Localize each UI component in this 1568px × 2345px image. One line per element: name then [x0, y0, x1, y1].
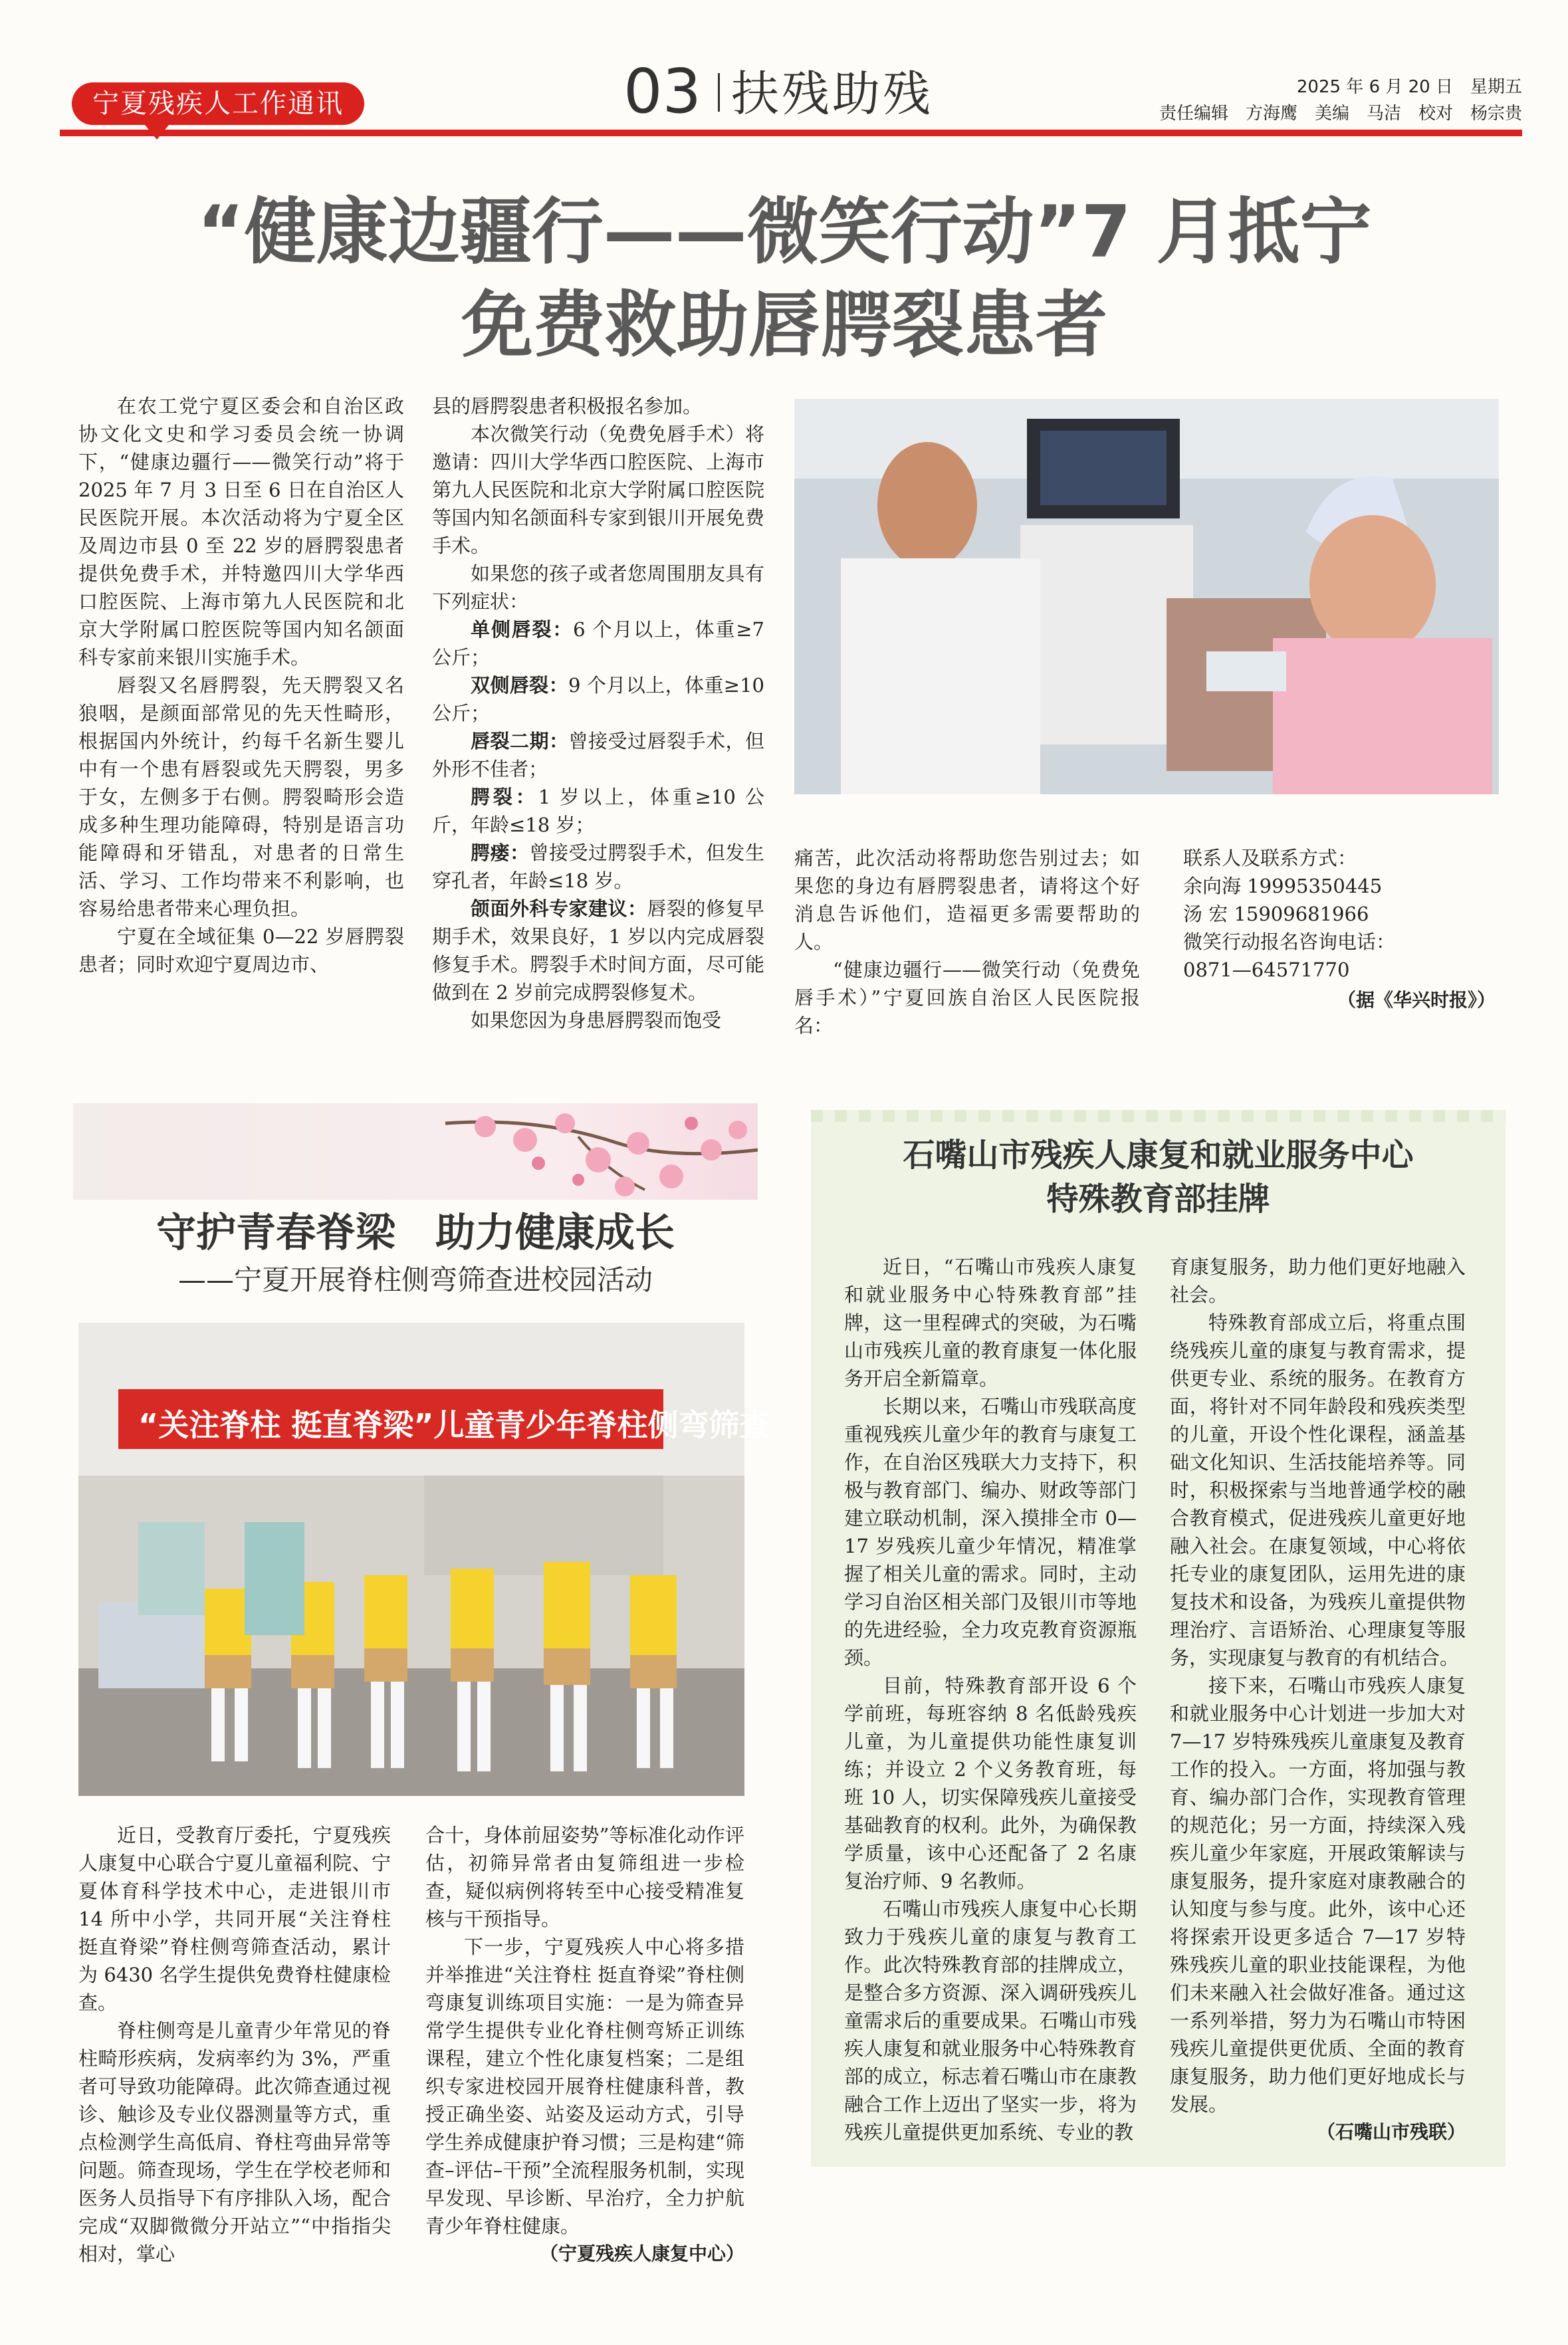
article1-column-1	[78, 392, 404, 978]
contact-line: 余向海 19995350445	[1183, 875, 1383, 897]
article1-paragraph: 痛苦，此次活动将帮助您告别过去；如果您的身边有唇腭裂患者，请将这个好消息告诉他们，造福更多需要帮助的人。	[794, 847, 1140, 953]
masthead-badge: 宁夏残疾人工作通讯	[72, 82, 364, 125]
article3-paragraph: 长期以来，石嘴山市残联高度重视残疾儿童少年的教育与康复工作，在自治区残联大力支持下，积极与教育部门、编办、财政等部门建立联动机制，深入摸排全市 0—17 岁残疾儿童少年情况，精准掌握了相关儿童的需求。同时，主动学习自治区相关部门及银川市等地的先进经验，全力攻克教育资源瓶颈。	[844, 1395, 1137, 1669]
article1-paragraph: 宁夏在全域征集 0—22 岁唇腭裂患者；同时欢迎宁夏周边市、	[78, 925, 404, 976]
article1-paragraph: 县的唇腭裂患者积极报名参加。	[432, 395, 703, 417]
issue-date: 2025 年 6 月 20 日 星期五	[1296, 77, 1522, 97]
article2-source: （宁夏残疾人康复中心）	[539, 2243, 744, 2265]
header-divider	[718, 73, 720, 112]
article2-column-1	[78, 1821, 391, 2268]
page-number: 03	[623, 56, 702, 127]
contact-title: 联系人及联系方式：	[1183, 847, 1357, 869]
header-rule	[60, 130, 1522, 136]
article1-paragraph: “健康边疆行——微笑行动（免费免唇手术）”宁夏回族自治区人民医院报名：	[794, 958, 1140, 1037]
editors-credit: 责任编辑 方海鹰 美编 马洁 校对 杨宗贵	[1159, 104, 1522, 124]
condition-item: 双侧唇裂：9 个月以上，体重≥10 公斤；	[432, 674, 764, 725]
article2-photo	[78, 1323, 770, 1796]
article3-column-1	[844, 1253, 1137, 2146]
article3-paragraph: 育康复服务，助力他们更好地融入社会。	[1170, 1256, 1466, 1306]
article3-title-line2: 特殊教育部挂牌	[1046, 1180, 1270, 1218]
article1-paragraph: 在农工党宁夏区委会和自治区政协文化文史和学习委员会统一协调下，“健康边疆行——微笑行动”将于 2025 年 7 月 3 日至 6 日在自治区人民医院开展。本次活动将为宁夏全区及周边市县 0 至 22 岁的唇腭裂患者提供免费手术，并特邀四川大学华西口腔医院、上海市第九人民医院和北京大学附属口腔医院等国内知名颌面科专家前来银川实施手术。	[78, 395, 404, 669]
article1-photo	[794, 399, 1499, 794]
article2-paragraph: 合十，身体前屈姿势”等标准化动作评估，初筛异常者由复筛组进一步检查，疑似病例将转至中心接受精准复核与干预指导。	[425, 1824, 744, 1930]
article1-title-line2: 免费救助唇腭裂患者	[461, 284, 1107, 367]
contact-line: 0871—64571770	[1183, 958, 1350, 981]
condition-item: 腭裂：1 岁以上，体重≥10 公斤，年龄≤18 岁；	[432, 786, 764, 836]
article3-column-2	[1170, 1253, 1466, 2146]
article2-subtitle: ——宁夏开展脊柱侧弯筛查进校园活动	[177, 1264, 653, 1296]
article3-paragraph: 特殊教育部成立后，将重点围绕残疾儿童的康复与教育需求，提供更专业、系统的服务。在教育方面，将针对不同年龄段和残疾类型的儿童，开设个性化课程，涵盖基础文化知识、生活技能培养等。同时，积极探索与当地普通学校的融合教育模式，促进残疾儿童更好地融入社会。在康复领域，中心将依托专业的康复团队，运用先进的康复技术和设备，为残疾儿童提供物理治疗、言语矫治、心理康复等服务，实现康复与教育的有机结合。	[1170, 1311, 1466, 1669]
article2-column-2	[425, 1821, 744, 2268]
article2-paragraph: 近日，受教育厅委托，宁夏残疾人康复中心联合宁夏儿童福利院、宁夏体育科学技术中心，走进银川市 14 所中小学，共同开展“关注脊柱 挺直脊梁”脊柱侧弯筛查活动，累计为 6430 名学生提供免费脊柱健康检查。	[78, 1824, 391, 2014]
article3-paragraph: 近日，“石嘴山市残疾人康复和就业服务中心特殊教育部”挂牌，这一里程碑式的突破，为石嘴山市残疾儿童的教育康复一体化服务开启全新篇章。	[844, 1256, 1137, 1390]
article2-paragraph: 脊柱侧弯是儿童青少年常见的脊柱畸形疾病，发病率约为 3%，严重者可导致功能障碍。此次筛查通过视诊、触诊及专业仪器测量等方式，重点检测学生高低肩、脊柱弯曲异常等问题。筛查现场，学生在学校老师和医务人员指导下有序排队入场，配合完成“双脚微微分开站立”“中指指尖相对，掌心	[78, 2019, 391, 2265]
article1-headline	[66, 186, 1502, 372]
condition-item: 腭瘘：曾接受过腭裂手术，但发生穿孔者，年龄≤18 岁。	[432, 841, 764, 892]
article3-headline	[811, 1133, 1506, 1221]
contact-line: 微笑行动报名咨询电话：	[1183, 931, 1396, 953]
article1-source: （据《华兴时报》）	[1337, 989, 1496, 1011]
condition-item: 单侧唇裂：6 个月以上，体重≥7 公斤；	[432, 618, 764, 669]
article1-paragraph: 本次微笑行动（免费免唇手术）将邀请：四川大学华西口腔医院、上海市第九人民医院和北京大学附属口腔医院等国内知名颌面科专家到银川开展免费手术。	[432, 423, 764, 557]
article1-contacts	[1183, 844, 1496, 1014]
article3-source: （石嘴山市残联）	[1316, 2121, 1466, 2143]
article1-column-2	[432, 392, 764, 1034]
article3-paragraph: 目前，特殊教育部开设 6 个学前班，每班容纳 8 名低龄残疾儿童，为儿童提供功能性康复训练；并设立 2 个义务教育班，每班 10 人，切实保障残疾儿童接受基础教育的权利。此外，为确保教学质量，该中心还配备了 2 名康复治疗师、9 名教师。	[844, 1674, 1137, 1892]
condition-item: 颌面外科专家建议：唇裂的修复早期手术，效果良好，1 岁以内完成唇裂修复手术。腭裂手术时间方面，尽可能做到在 2 岁前完成腭裂修复术。	[432, 897, 764, 1004]
blossom-decoration	[73, 1103, 758, 1200]
condition-item: 唇裂二期：曾接受过唇裂手术，但外形不佳者；	[432, 730, 764, 780]
contact-line: 汤 宏 15909681966	[1183, 903, 1369, 925]
article1-column-3	[794, 844, 1140, 1040]
article3-paragraph: 石嘴山市残疾人康复中心长期致力于残疾儿童的康复与教育工作。此次特殊教育部的挂牌成立，是整合多方资源、深入调研残疾儿童需求后的重要成果。石嘴山市残疾人康复和就业服务中心特殊教育部的成立，标志着石嘴山市在康教融合工作上迈出了坚实一步，将为残疾儿童提供更加系统、专业的教	[844, 1898, 1137, 2144]
article1-title-line1: “健康边疆行——微笑行动”7 月抵宁	[197, 191, 1372, 274]
article2-title: 守护青春脊梁 助力健康成长	[156, 1210, 675, 1256]
photo-banner-text: “关注脊柱 挺直脊梁”儿童青少年脊柱侧弯筛查	[138, 1407, 770, 1443]
article3-paragraph: 接下来，石嘴山市残疾人康复和就业服务中心计划进一步加大对 7—17 岁特殊残疾儿童康复及教育工作的投入。一方面，将加强与教育、编办部门合作，实现教育管理的规范化；另一方面，持续深入残疾儿童少年家庭，开展政策解读与康复服务，提升家庭对康教融合的认知度与参与度。此外，该中心还将探索开设更多适合 7—17 岁特殊残疾儿童的职业技能课程，为他们未来融入社会做好准备。通过这一系列举措，努力为石嘴山市特困残疾儿童提供更优质、全面的教育康复服务，助力他们更好地成长与发展。	[1170, 1674, 1466, 2116]
article3-title-line1: 石嘴山市残疾人康复和就业服务中心	[903, 1137, 1414, 1174]
article2-paragraph: 下一步，宁夏残疾人中心将多措并举推进“关注脊柱 挺直脊梁”脊柱侧弯康复训练项目实施：一是为筛查异常学生提供专业化脊柱侧弯矫正训练课程，建立个性化康复档案；二是组织专家进校园开展脊柱健康科普，教授正确坐姿、站姿及运动方式，引导学生养成健康护脊习惯；三是构建“筛查–评估–干预”全流程服务机制，实现早发现、早诊断、早治疗，全力护航青少年脊柱健康。	[425, 1936, 744, 2237]
article1-paragraph: 唇裂又名唇腭裂，先天腭裂又名狼咽，是颜面部常见的先天性畸形，根据国内外统计，约每千名新生婴儿中有一个患有唇裂或先天腭裂，男多于女，左侧多于右侧。腭裂畸形会造成多种生理功能障碍，特别是语言功能障碍和牙错乱，对患者的日常生活、学习、工作均带来不利影响，也容易给患者带来心理负担。	[78, 674, 404, 920]
article1-paragraph: 如果您的孩子或者您周围朋友具有下列症状：	[432, 562, 764, 613]
section-title: 扶残助残	[731, 66, 934, 122]
article1-paragraph: 如果您因为身患唇腭裂而饱受	[471, 1009, 722, 1032]
